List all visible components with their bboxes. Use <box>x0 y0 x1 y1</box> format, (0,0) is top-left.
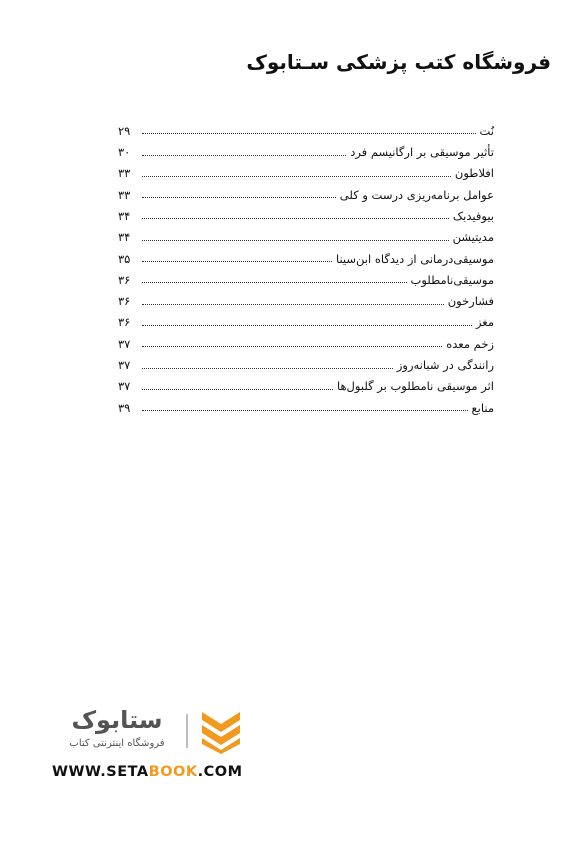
setabook-logo <box>52 708 242 758</box>
toc-entry <box>118 265 494 286</box>
toc-dot-leader <box>142 345 442 347</box>
toc-entry-page: ۳۶ <box>118 272 131 287</box>
toc-entry-title: نُت <box>479 123 494 138</box>
toc-dot-leader <box>142 388 333 390</box>
url-prefix: WWW.SETA <box>52 764 149 780</box>
toc-entry-title: مغز <box>475 315 494 330</box>
toc-entry-page: ۲۹ <box>118 123 131 138</box>
url-suffix: .COM <box>197 764 243 780</box>
toc-entry-page: ۳۵ <box>118 251 131 266</box>
toc-entry <box>118 308 494 329</box>
toc-entry-page: ۳۶ <box>118 315 131 330</box>
toc-entry <box>118 116 494 137</box>
toc-entry-page: ۳۷ <box>118 358 131 373</box>
toc-entry <box>118 159 494 180</box>
toc-entry-title: موسیقی‌درمانی از دیدگاه ابن‌سینا <box>335 251 494 266</box>
toc-entry-page: ۳۷ <box>118 336 131 351</box>
toc-entry-page: ۳۳ <box>118 166 131 181</box>
url-accent: BOOK <box>148 764 198 780</box>
table-of-contents <box>118 116 494 414</box>
toc-entry-title: اثر موسیقی نامطلوب بر گلبول‌ها <box>336 379 494 394</box>
toc-entry-title: عوامل برنامه‌ریزی درست و کلی <box>339 187 494 202</box>
toc-entry <box>118 350 494 371</box>
toc-entry-title: رانندگی در شبانه‌روز <box>396 358 494 373</box>
toc-dot-leader <box>142 409 468 411</box>
toc-dot-leader <box>142 260 332 262</box>
toc-dot-leader <box>142 281 407 283</box>
page-title: فروشگاه کتب پزشکی سـتابوک <box>246 50 551 74</box>
toc-entry-title: زخم معده <box>446 336 494 351</box>
logo-name: ستابوک <box>71 706 163 734</box>
toc-dot-leader <box>142 132 476 134</box>
toc-entry-title: تأثیر موسیقی بر ارگانیسم فرد <box>350 145 494 160</box>
logo-tagline: فروشگاه اینترنتی کتاب <box>69 738 165 749</box>
toc-entry <box>118 393 494 414</box>
toc-entry <box>118 137 494 158</box>
toc-entry-page: ۳۶ <box>118 294 131 309</box>
toc-entry-title: فشارخون <box>447 294 494 309</box>
toc-dot-leader <box>142 217 449 219</box>
toc-dot-leader <box>142 196 336 198</box>
toc-dot-leader <box>142 154 346 156</box>
toc-entry <box>118 329 494 350</box>
toc-entry <box>118 244 494 265</box>
toc-dot-leader <box>142 303 444 305</box>
toc-entry <box>118 180 494 201</box>
stacked-chevron-logo-icon <box>198 708 244 754</box>
toc-entry-title: موسیقی‌نامطلوب <box>410 272 494 287</box>
toc-entry-title: افلاطون <box>454 166 494 181</box>
toc-entry <box>118 372 494 393</box>
toc-entry <box>118 201 494 222</box>
toc-entry-page: ۳۰ <box>118 145 131 160</box>
toc-entry-page: ۳۴ <box>118 208 131 223</box>
toc-entry-title: مدیتیشن <box>452 230 494 245</box>
toc-dot-leader <box>142 367 393 369</box>
toc-entry-title: منابع <box>471 400 494 415</box>
toc-entry-page: ۳۳ <box>118 187 131 202</box>
toc-entry-page: ۳۴ <box>118 230 131 245</box>
toc-entry-page: ۳۷ <box>118 379 131 394</box>
toc-entry <box>118 222 494 243</box>
toc-entry-title: بیوفیدبک <box>452 208 494 223</box>
toc-entry-page: ۳۹ <box>118 400 131 415</box>
logo-divider <box>186 714 188 748</box>
toc-entry <box>118 286 494 307</box>
toc-dot-leader <box>142 239 449 241</box>
website-url[interactable] <box>52 764 243 780</box>
toc-dot-leader <box>142 324 472 326</box>
toc-dot-leader <box>142 175 451 177</box>
